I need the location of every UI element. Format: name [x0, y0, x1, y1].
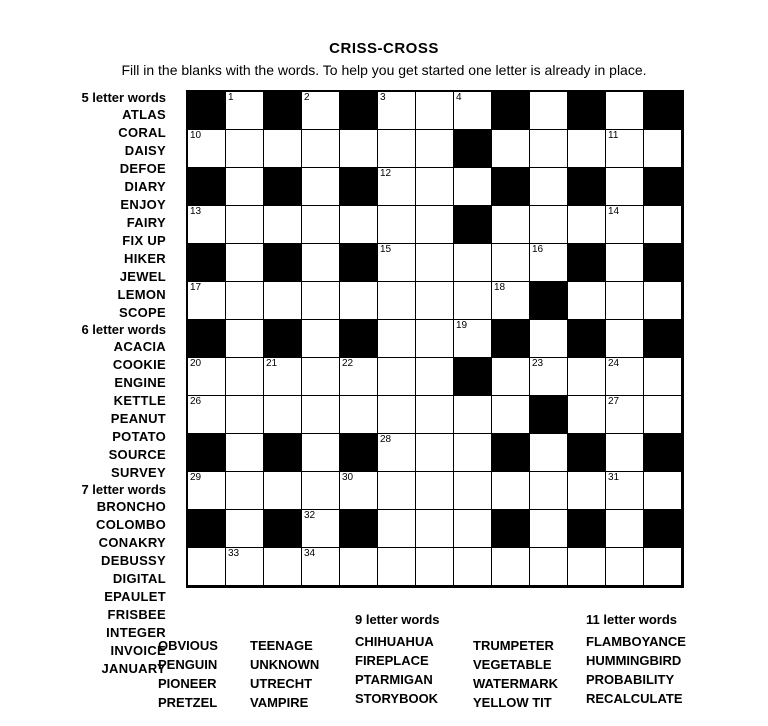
word-group-heading: 11 letter words: [586, 612, 678, 627]
grid-cell-open[interactable]: [606, 472, 644, 510]
cell-number: 14: [608, 206, 620, 217]
word-item: TRUMPETER: [473, 638, 554, 653]
word-group-heading: 6 letter words: [81, 322, 166, 337]
grid-cell-open[interactable]: [568, 396, 606, 434]
grid-cell-block: [492, 434, 530, 472]
grid-cell-open[interactable]: [264, 206, 302, 244]
word-item: DIARY: [124, 179, 166, 194]
grid-cell-open[interactable]: [416, 396, 454, 434]
grid-cell-block: [264, 510, 302, 548]
grid-cell-open[interactable]: [264, 130, 302, 168]
grid-cell-block: [644, 320, 682, 358]
cell-number: 31: [608, 472, 620, 483]
word-item: OBVIOUS: [158, 638, 218, 653]
grid-cell-open[interactable]: [226, 92, 264, 130]
grid-cell-open[interactable]: [226, 168, 264, 206]
grid-cell-open[interactable]: [264, 282, 302, 320]
grid-cell-block: [492, 510, 530, 548]
word-item: SURVEY: [110, 465, 166, 480]
word-item: TEENAGE: [250, 638, 313, 653]
grid-cell-block: [644, 510, 682, 548]
grid-cell-open[interactable]: [378, 92, 416, 130]
grid-cell-open[interactable]: [302, 434, 340, 472]
cell-number: 12: [380, 168, 392, 179]
grid-cell-open[interactable]: [302, 168, 340, 206]
word-item: UNKNOWN: [250, 657, 320, 672]
grid-cell-open[interactable]: [226, 206, 264, 244]
word-item: VEGETABLE: [473, 657, 552, 672]
bottom-word-lists: [0, 612, 768, 726]
word-item: YELLOW TIT: [473, 695, 552, 710]
grid-cell-open[interactable]: [530, 130, 568, 168]
cell-number: 17: [190, 282, 202, 293]
word-column-2: [355, 612, 470, 708]
grid-cell-open[interactable]: [606, 320, 644, 358]
grid-cell-open[interactable]: [264, 548, 302, 586]
grid-cell-block: [454, 358, 492, 396]
grid-cell-open[interactable]: [188, 548, 226, 586]
grid-cell-open[interactable]: [188, 396, 226, 434]
grid-cell-open[interactable]: [568, 358, 606, 396]
word-item: FIX UP: [122, 233, 166, 248]
grid-cell-open[interactable]: [302, 510, 340, 548]
grid-cell-open[interactable]: [606, 244, 644, 282]
word-item: LEMON: [117, 287, 166, 302]
word-item: PENGUIN: [158, 657, 218, 672]
word-group-heading: 5 letter words: [81, 90, 166, 105]
word-column-3: [473, 612, 583, 712]
grid-cell-block: [340, 92, 378, 130]
cell-number: 19: [456, 320, 468, 331]
grid-cell-open[interactable]: [378, 510, 416, 548]
grid-cell-block: [188, 320, 226, 358]
grid-cell-block: [340, 244, 378, 282]
word-item: ATLAS: [122, 107, 166, 122]
grid-cell-open[interactable]: [530, 244, 568, 282]
grid-cell-open[interactable]: [454, 282, 492, 320]
grid-cell-open[interactable]: [302, 358, 340, 396]
grid-cell-open[interactable]: [226, 510, 264, 548]
grid-cell-open[interactable]: [416, 92, 454, 130]
cell-number: 1: [228, 92, 234, 103]
word-item: EPAULET: [104, 589, 166, 604]
grid-cell-open[interactable]: [606, 92, 644, 130]
word-item: PEANUT: [110, 411, 166, 426]
grid-cell-block: [568, 244, 606, 282]
grid-cell-block: [568, 320, 606, 358]
grid-cell-open[interactable]: [530, 548, 568, 586]
grid-cell-block: [568, 168, 606, 206]
word-item: DEBUSSY: [101, 553, 166, 568]
word-item: SOURCE: [108, 447, 166, 462]
word-item: ACACIA: [113, 339, 166, 354]
grid-cell-block: [454, 206, 492, 244]
grid-cell-open[interactable]: [226, 358, 264, 396]
grid-cell-block: [188, 92, 226, 130]
grid-cell-open[interactable]: [416, 320, 454, 358]
grid-cell-open[interactable]: [644, 206, 682, 244]
grid-cell-block: [530, 282, 568, 320]
grid-cell-open[interactable]: [226, 396, 264, 434]
grid-cell-block: [568, 434, 606, 472]
grid-cell-open[interactable]: [226, 434, 264, 472]
grid-cell-open[interactable]: [454, 510, 492, 548]
word-item: UTRECHT: [250, 676, 313, 691]
grid-cell-block: [264, 244, 302, 282]
page-title: CRISS-CROSS: [329, 40, 439, 57]
grid-cell-block: [340, 168, 378, 206]
grid-cell-open[interactable]: [264, 358, 302, 396]
cell-number: 21: [266, 358, 278, 369]
grid-cell-open[interactable]: [188, 358, 226, 396]
grid-cell-open[interactable]: [568, 548, 606, 586]
grid-cell-open[interactable]: [644, 282, 682, 320]
word-item: DAISY: [124, 143, 166, 158]
grid-cell-open[interactable]: [606, 282, 644, 320]
word-item: JEWEL: [119, 269, 166, 284]
grid-cell-open[interactable]: [530, 472, 568, 510]
grid-cell-open[interactable]: [454, 472, 492, 510]
given-letter: A: [466, 138, 480, 159]
grid-cell-open[interactable]: [416, 358, 454, 396]
grid-cell-block: [264, 320, 302, 358]
grid-cell-block: [264, 92, 302, 130]
word-item: PRETZEL: [158, 695, 218, 710]
word-item: PROBABILITY: [586, 672, 675, 687]
grid-cell-open[interactable]: [606, 168, 644, 206]
grid-cell-open[interactable]: [378, 548, 416, 586]
grid-cell-open[interactable]: [568, 130, 606, 168]
grid-cell-block: [492, 168, 530, 206]
grid-cell-open[interactable]: [606, 206, 644, 244]
grid-cell-block: [492, 320, 530, 358]
grid-cell-block: [454, 130, 492, 168]
cell-number: 27: [608, 396, 620, 407]
grid-cell-open[interactable]: [416, 130, 454, 168]
word-column-1: [250, 612, 350, 712]
grid-cell-open[interactable]: [264, 472, 302, 510]
grid-cell-open[interactable]: [606, 510, 644, 548]
grid-cell-open[interactable]: [378, 282, 416, 320]
grid-cell-open[interactable]: [606, 396, 644, 434]
grid-cell-open[interactable]: [302, 396, 340, 434]
grid-cell-open[interactable]: [454, 320, 492, 358]
word-item: SCOPE: [118, 305, 166, 320]
grid-cell-open[interactable]: [530, 434, 568, 472]
cell-number: 34: [304, 548, 316, 559]
word-item: JANUARY: [101, 661, 166, 676]
grid-cell-open[interactable]: [606, 434, 644, 472]
cell-number: 24: [608, 358, 620, 369]
grid-cell-open[interactable]: [454, 434, 492, 472]
word-item: VAMPIRE: [250, 695, 309, 710]
cell-number: 26: [190, 396, 202, 407]
grid-cell-block: [188, 434, 226, 472]
grid-cell-open[interactable]: [302, 206, 340, 244]
grid-cell-block: [188, 244, 226, 282]
word-item: WATERMARK: [473, 676, 558, 691]
grid-cell-open[interactable]: [416, 206, 454, 244]
grid-cell-open[interactable]: [302, 548, 340, 586]
grid-cell-open[interactable]: [530, 358, 568, 396]
word-column-0: [158, 612, 248, 712]
cell-number: 32: [304, 510, 316, 521]
word-item: ENGINE: [114, 375, 166, 390]
grid-cell-open[interactable]: [302, 130, 340, 168]
grid-cell-open[interactable]: [226, 130, 264, 168]
grid-cell-open[interactable]: [340, 358, 378, 396]
word-item: CORAL: [118, 125, 166, 140]
grid-cell-open[interactable]: [340, 282, 378, 320]
word-item: INTEGER: [106, 625, 166, 640]
word-item: DIGITAL: [112, 571, 166, 586]
word-item: FAIRY: [126, 215, 166, 230]
cell-number: 11: [608, 130, 619, 141]
grid-cell-block: [264, 434, 302, 472]
grid-cell-open[interactable]: [644, 396, 682, 434]
grid-cell-block: [644, 244, 682, 282]
cell-number: 29: [190, 472, 202, 483]
grid-cell-open[interactable]: [226, 548, 264, 586]
word-item: HIKER: [124, 251, 166, 266]
grid-cell-open[interactable]: [378, 472, 416, 510]
grid-cell-open[interactable]: [492, 282, 530, 320]
grid-cell-open[interactable]: [606, 358, 644, 396]
grid-cell-open[interactable]: [416, 168, 454, 206]
grid-cell-block: [530, 396, 568, 434]
grid-cell-open[interactable]: [188, 130, 226, 168]
cell-number: 3: [380, 92, 386, 103]
grid-cell-open[interactable]: [530, 510, 568, 548]
cell-number: 23: [532, 358, 544, 369]
grid-cell-open[interactable]: [454, 244, 492, 282]
word-item: COOKIE: [112, 357, 166, 372]
grid-cell-open[interactable]: [226, 472, 264, 510]
grid-cell-open[interactable]: [226, 320, 264, 358]
grid-cell-block: [188, 168, 226, 206]
grid-cell-open[interactable]: [378, 244, 416, 282]
grid-cell-open[interactable]: [454, 548, 492, 586]
grid-cell-block: [264, 168, 302, 206]
grid-cell-open[interactable]: [530, 168, 568, 206]
word-column-4: [586, 612, 756, 708]
word-group-heading: 9 letter words: [355, 612, 440, 627]
grid-cell-open[interactable]: [302, 472, 340, 510]
grid-cell-open[interactable]: [492, 396, 530, 434]
grid-cell-block: [188, 510, 226, 548]
grid-cell-open[interactable]: [302, 92, 340, 130]
page-subtitle: Fill in the blanks with the words. To help you get started one letter is already in place.: [121, 62, 647, 78]
grid-cell-block: [340, 510, 378, 548]
cell-number: 20: [190, 358, 202, 369]
grid-cell-block: [340, 320, 378, 358]
grid-cell-open[interactable]: [302, 244, 340, 282]
grid-cell-open[interactable]: [530, 320, 568, 358]
cell-number: 4: [456, 92, 462, 103]
grid-cell-block: [568, 92, 606, 130]
grid-cell-open[interactable]: [340, 548, 378, 586]
cell-number: 16: [532, 244, 544, 255]
grid-cell-open[interactable]: [530, 206, 568, 244]
word-item: CHIHUAHUA: [355, 634, 434, 649]
grid-cell-open[interactable]: [416, 548, 454, 586]
word-item: DEFOE: [119, 161, 166, 176]
grid-cell-open[interactable]: [340, 206, 378, 244]
grid-cell-block: [568, 510, 606, 548]
cell-number: 30: [342, 472, 354, 483]
grid-cell-open[interactable]: [378, 396, 416, 434]
word-item: RECALCULATE: [586, 691, 683, 706]
grid-cell-open[interactable]: [416, 510, 454, 548]
word-item: CONAKRY: [98, 535, 166, 550]
cell-number: 10: [190, 130, 202, 141]
word-item: FLAMBOYANCE: [586, 634, 686, 649]
grid-cell-open[interactable]: [264, 396, 302, 434]
grid-cell-open[interactable]: [568, 206, 606, 244]
word-item: PTARMIGAN: [355, 672, 433, 687]
grid-cell-open[interactable]: [226, 244, 264, 282]
word-item: FRISBEE: [107, 607, 166, 622]
word-item: KETTLE: [113, 393, 166, 408]
cell-number: 2: [304, 92, 310, 103]
grid-cell-open[interactable]: [568, 282, 606, 320]
grid-cell-open[interactable]: [416, 472, 454, 510]
word-item: INVOICE: [110, 643, 166, 658]
cell-number: 15: [380, 244, 392, 255]
grid-cell-open[interactable]: [378, 168, 416, 206]
word-item: ENJOY: [120, 197, 166, 212]
grid-cell-open[interactable]: [226, 282, 264, 320]
grid-cell-open[interactable]: [416, 434, 454, 472]
left-word-list: [0, 90, 180, 678]
grid-cell-open[interactable]: [492, 472, 530, 510]
grid-cell-open[interactable]: [492, 244, 530, 282]
grid-cell-open[interactable]: [416, 244, 454, 282]
grid-cell-open[interactable]: [302, 282, 340, 320]
grid-cell-open[interactable]: [568, 472, 606, 510]
grid-cell-open[interactable]: [340, 396, 378, 434]
grid-cell-open[interactable]: [492, 358, 530, 396]
grid-cell-open[interactable]: [188, 206, 226, 244]
grid-cell-open[interactable]: [454, 396, 492, 434]
grid-cell-block: [492, 92, 530, 130]
grid-cell-open[interactable]: [188, 472, 226, 510]
grid-cell-block: [644, 434, 682, 472]
word-item: FIREPLACE: [355, 653, 429, 668]
grid-cell-open[interactable]: [644, 472, 682, 510]
word-item: PIONEER: [158, 676, 217, 691]
grid-cell-open[interactable]: [378, 434, 416, 472]
grid-cell-open[interactable]: [454, 92, 492, 130]
grid-cell-open[interactable]: [302, 320, 340, 358]
grid-cell-open[interactable]: [530, 92, 568, 130]
grid-cell-open[interactable]: [416, 282, 454, 320]
word-group-heading: 7 letter words: [81, 482, 166, 497]
grid-cell-open[interactable]: [492, 548, 530, 586]
grid-cell-block: [644, 168, 682, 206]
grid-cell-open[interactable]: [378, 130, 416, 168]
word-item: BRONCHO: [96, 499, 166, 514]
grid-cell-open[interactable]: [378, 320, 416, 358]
grid-cell-open[interactable]: [644, 358, 682, 396]
word-item: POTATO: [112, 429, 166, 444]
grid-cell-open[interactable]: [454, 168, 492, 206]
grid-cell-open[interactable]: [378, 358, 416, 396]
word-item: STORYBOOK: [355, 691, 439, 706]
grid-cell-open[interactable]: [606, 130, 644, 168]
grid-cell-open[interactable]: [644, 548, 682, 586]
word-item: HUMMINGBIRD: [586, 653, 682, 668]
grid-cell-block: [340, 434, 378, 472]
grid-cell-open[interactable]: [606, 548, 644, 586]
crossword-grid[interactable]: [186, 90, 684, 588]
cell-number: 28: [380, 434, 392, 445]
grid-cell-open[interactable]: [340, 130, 378, 168]
grid-cell-open[interactable]: [188, 282, 226, 320]
grid-cell-block: [644, 92, 682, 130]
cell-number: 13: [190, 206, 202, 217]
grid-cell-open[interactable]: [492, 130, 530, 168]
word-item: COLOMBO: [96, 517, 166, 532]
grid-cell-open[interactable]: [340, 472, 378, 510]
grid-cell-open[interactable]: [492, 206, 530, 244]
grid-cell-open[interactable]: [378, 206, 416, 244]
grid-cell-open[interactable]: [644, 130, 682, 168]
cell-number: 18: [494, 282, 506, 293]
cell-number: 33: [228, 548, 240, 559]
cell-number: 22: [342, 358, 354, 369]
